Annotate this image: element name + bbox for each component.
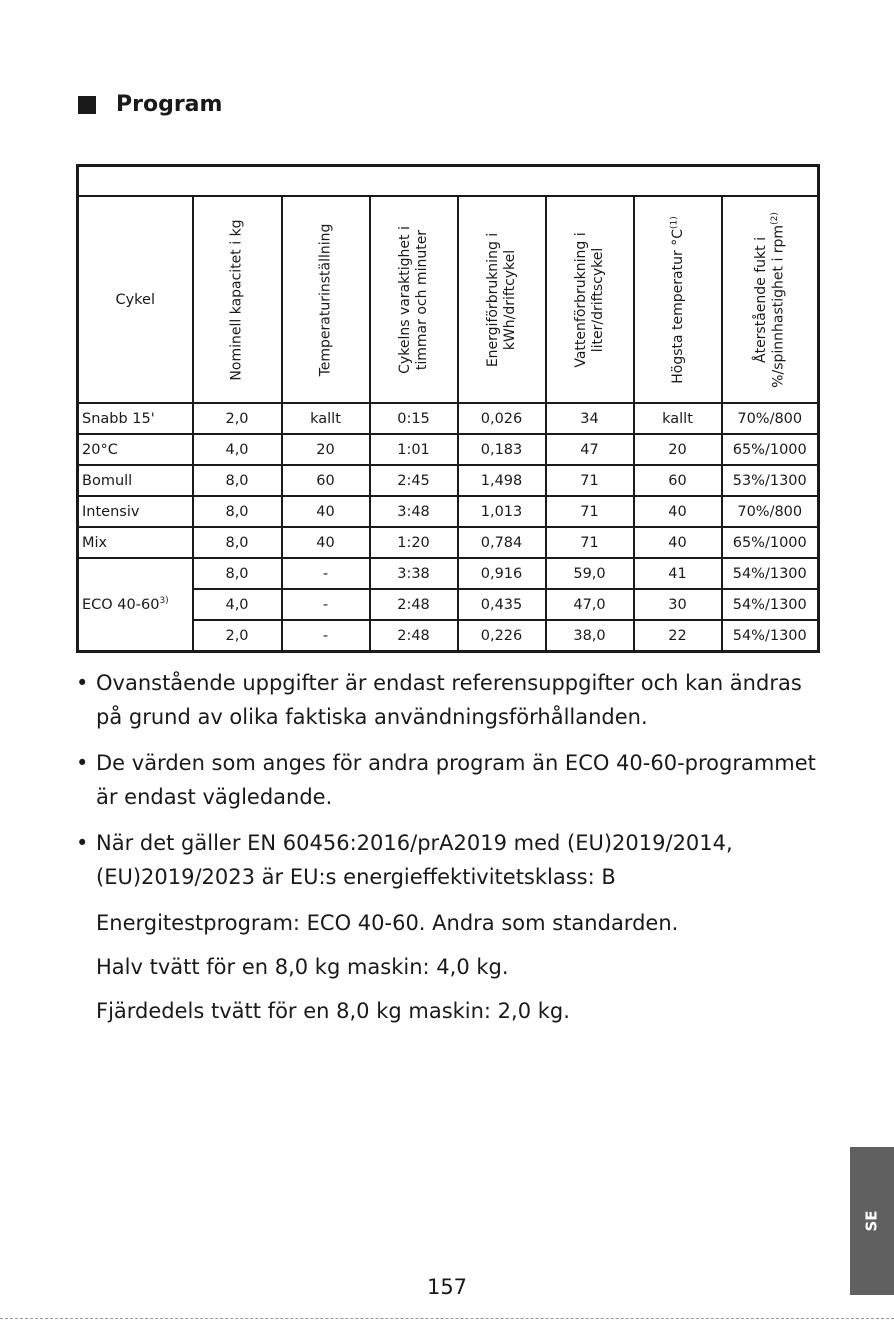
cell-duration: 1:20 xyxy=(370,527,458,558)
cell-energy: 1,013 xyxy=(458,496,546,527)
cell-moisture: 70%/800 xyxy=(722,496,819,527)
cell-duration: 2:48 xyxy=(370,589,458,620)
header-duration: Cykelns varaktighet i timmar och minuter xyxy=(370,196,458,403)
cell-moisture: 54%/1300 xyxy=(722,620,819,652)
heading-square-icon xyxy=(78,96,96,114)
bullet-icon: • xyxy=(76,831,89,855)
cell-water: 38,0 xyxy=(546,620,634,652)
cell-capacity: 8,0 xyxy=(193,496,282,527)
cell-duration: 1:01 xyxy=(370,434,458,465)
cell-max-temp: 30 xyxy=(634,589,722,620)
notes-section xyxy=(76,666,816,1038)
note-extra-line: Fjärdedels tvätt för en 8,0 kg maskin: 2,0 kg. xyxy=(96,999,570,1023)
cell-water: 47 xyxy=(546,434,634,465)
cell-water: 47,0 xyxy=(546,589,634,620)
bullet-icon: • xyxy=(76,671,89,695)
note-text: De värden som anges för andra program än ECO 40-60-programmet är endast vägledande. xyxy=(96,751,816,809)
cell-moisture: 54%/1300 xyxy=(722,589,819,620)
cell-capacity: 8,0 xyxy=(193,465,282,496)
cell-temp: kallt xyxy=(282,403,370,434)
cell-name: Bomull xyxy=(78,465,193,496)
cell-moisture: 70%/800 xyxy=(722,403,819,434)
cell-capacity: 4,0 xyxy=(193,434,282,465)
cell-name: Snabb 15' xyxy=(78,403,193,434)
section-heading xyxy=(78,92,222,117)
cell-max-temp: 20 xyxy=(634,434,722,465)
bottom-divider xyxy=(0,1318,894,1319)
cell-temp: - xyxy=(282,589,370,620)
note-extra-line: Halv tvätt för en 8,0 kg maskin: 4,0 kg. xyxy=(96,955,509,979)
cell-max-temp: 41 xyxy=(634,558,722,589)
cell-water: 34 xyxy=(546,403,634,434)
cell-temp: - xyxy=(282,620,370,652)
cell-name: 20°C xyxy=(78,434,193,465)
table-row xyxy=(78,434,819,465)
cell-duration: 2:48 xyxy=(370,620,458,652)
header-water: Vattenförbrukning i liter/driftscykel xyxy=(546,196,634,403)
bullet-icon: • xyxy=(76,751,89,775)
note-item xyxy=(76,746,816,814)
header-moisture: Återstående fukt i %/spinnhastighet i rpm$^{(2)}$ xyxy=(722,196,819,403)
cell-moisture: 53%/1300 xyxy=(722,465,819,496)
header-capacity: Nominell kapacitet i kg xyxy=(193,196,282,403)
cell-water: 71 xyxy=(546,465,634,496)
program-table xyxy=(76,164,820,653)
cell-energy: 1,498 xyxy=(458,465,546,496)
note-text: När det gäller EN 60456:2016/prA2019 med (EU)2019/2014, (EU)2019/2023 är EU:s energieffektivitetsklass: B xyxy=(96,831,733,889)
cell-capacity: 2,0 xyxy=(193,620,282,652)
cell-energy: 0,435 xyxy=(458,589,546,620)
header-cykel: Cykel xyxy=(78,196,193,403)
cell-moisture: 65%/1000 xyxy=(722,434,819,465)
cell-max-temp: 40 xyxy=(634,496,722,527)
cell-capacity: 2,0 xyxy=(193,403,282,434)
cell-name: Intensiv xyxy=(78,496,193,527)
cell-capacity: 4,0 xyxy=(193,589,282,620)
cell-duration: 3:48 xyxy=(370,496,458,527)
cell-temp: - xyxy=(282,558,370,589)
note-item xyxy=(76,666,816,734)
cell-energy: 0,916 xyxy=(458,558,546,589)
header-max-temp: Högsta temperatur $^\circ C^{(1)}$ xyxy=(634,196,722,403)
cell-name-eco: ECO 40-60$^{3)}$ xyxy=(78,558,193,652)
cell-duration: 0:15 xyxy=(370,403,458,434)
cell-temp: 60 xyxy=(282,465,370,496)
table-row xyxy=(78,496,819,527)
table-row xyxy=(78,527,819,558)
table-header-row xyxy=(78,196,819,403)
cell-temp: 40 xyxy=(282,527,370,558)
cell-name: Mix xyxy=(78,527,193,558)
cell-water: 71 xyxy=(546,496,634,527)
cell-max-temp: 40 xyxy=(634,527,722,558)
cell-moisture: 65%/1000 xyxy=(722,527,819,558)
page-number: 157 xyxy=(426,1275,468,1299)
table-top-row xyxy=(78,166,819,197)
cell-energy: 0,183 xyxy=(458,434,546,465)
cell-max-temp: 22 xyxy=(634,620,722,652)
cell-capacity: 8,0 xyxy=(193,558,282,589)
cell-energy: 0,226 xyxy=(458,620,546,652)
cell-water: 59,0 xyxy=(546,558,634,589)
note-extra-line: Energitestprogram: ECO 40-60. Andra som standarden. xyxy=(96,911,679,935)
header-energy: Energiförbrukning i kWh/driftcykel xyxy=(458,196,546,403)
cell-duration: 2:45 xyxy=(370,465,458,496)
table-row xyxy=(78,558,819,589)
cell-temp: 40 xyxy=(282,496,370,527)
cell-moisture: 54%/1300 xyxy=(722,558,819,589)
table-row xyxy=(78,403,819,434)
cell-water: 71 xyxy=(546,527,634,558)
cell-energy: 0,026 xyxy=(458,403,546,434)
cell-max-temp: kallt xyxy=(634,403,722,434)
header-temp-setting: Temperaturinställning xyxy=(282,196,370,403)
cell-max-temp: 60 xyxy=(634,465,722,496)
table-row xyxy=(78,465,819,496)
cell-capacity: 8,0 xyxy=(193,527,282,558)
cell-energy: 0,784 xyxy=(458,527,546,558)
cell-temp: 20 xyxy=(282,434,370,465)
language-tab-label: SE xyxy=(863,1210,881,1232)
language-tab xyxy=(850,1147,894,1295)
note-item xyxy=(76,826,816,894)
cell-duration: 3:38 xyxy=(370,558,458,589)
section-title: Program xyxy=(116,92,223,117)
note-text: Ovanstående uppgifter är endast referensuppgifter och kan ändras på grund av olika faktiska användningsförhållanden. xyxy=(96,671,802,729)
